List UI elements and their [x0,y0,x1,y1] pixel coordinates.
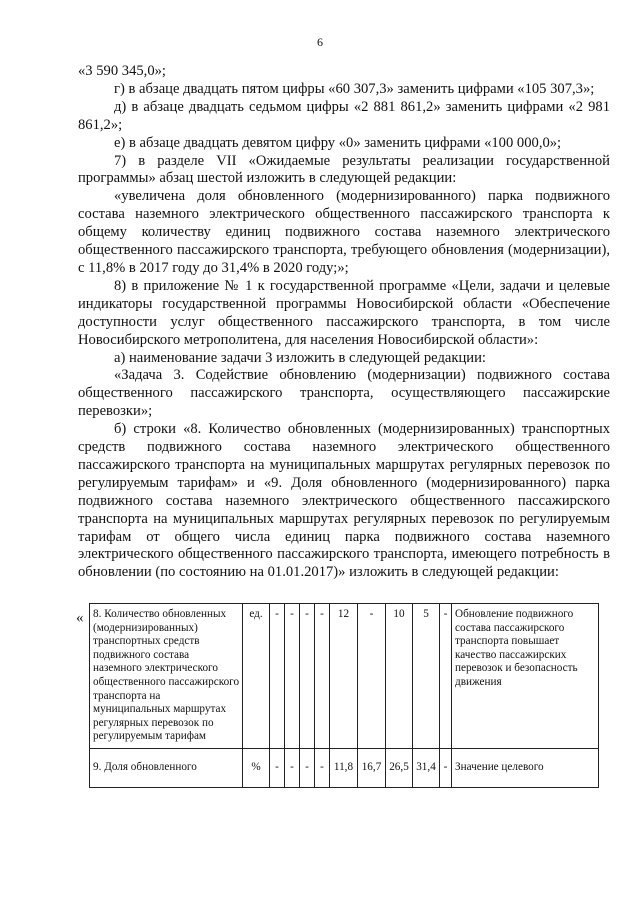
opening-quote: « [76,610,84,626]
value-cell: - [315,748,330,787]
paragraph: «Задача 3. Содействие обновлению (модернизации) подвижного состава общественного пассажирского транспорта, осуществляющего пассажирские перевозки»; [78,367,610,420]
value-cell: 26,5 [386,748,413,787]
value-cell: - [285,748,300,787]
value-cell: - [270,748,285,787]
value-cell: 16,7 [358,748,386,787]
paragraph: д) в абзаце двадцать седьмом цифры «2 881 861,2» заменить цифрами «2 981 861,2»; [78,98,610,133]
paragraph: а) наименование задачи 3 изложить в следующей редакции: [114,349,486,366]
indicator-table [89,603,599,788]
paragraph: е) в абзаце двадцать девятом цифру «0» заменить цифрами «100 000,0»; [114,134,562,151]
paragraph: 7) в разделе VII «Ожидаемые результаты реализации государственной программы» абзац шестой изложить в следующей редакции: [78,152,610,187]
paragraph: г) в абзаце двадцать пятом цифры «60 307,3» заменить цифрами «105 307,3»; [114,80,595,97]
value-cell: - [440,604,452,749]
value-cell: - [285,604,300,749]
indicator-name-cell: 8. Количество обновленных (модернизированных) транспортных средств подвижного состава наземного электрического общественного пассажирского транспорта на муниципальных маршрутах регулярных перевозок по регулируемым тарифам [90,604,243,749]
unit-cell: % [243,748,270,787]
value-cell: 31,4 [413,748,440,787]
value-cell: 11,8 [330,748,358,787]
paragraph: 8) в приложение № 1 к государственной программе «Цели, задачи и целевые индикаторы государственной программы Новосибирской области «Обеспечение доступности услуг общественного пассажирского транспорта, в том числе Новосибирского метрополитена, для населения Новосибирской области»: [78,277,610,348]
document-body [78,63,610,582]
value-cell: - [300,748,315,787]
value-cell: - [270,604,285,749]
value-cell: 10 [386,604,413,749]
value-cell: 5 [413,604,440,749]
note-cell: Обновление подвижного состава пассажирского транспорта повышает качество пассажирских перевозок и безопасность движения [452,604,599,749]
value-cell: 12 [330,604,358,749]
page-number: 6 [317,35,323,49]
table-row [90,748,599,787]
unit-cell: ед. [243,604,270,749]
table-row [90,604,599,749]
value-cell: - [440,748,452,787]
value-cell: - [300,604,315,749]
paragraph: «увеличена доля обновленного (модернизированного) парка подвижного состава наземного электрического общественного пассажирского транспорта к общему количеству единиц подвижного состава наземного электрического общественного пассажирского транспорта, требующего обновления (модернизации), с 11,8% в 2017 году до 31,4% в 2020 году;»; [78,188,610,276]
note-cell: Значение целевого [452,748,599,787]
value-cell: - [315,604,330,749]
paragraph: «3 590 345,0»; [78,63,166,79]
value-cell: - [358,604,386,749]
indicator-name-cell: 9. Доля обновленного [90,748,243,787]
paragraph: б) строки «8. Количество обновленных (модернизированных) транспортных средств подвижного состава наземного электрического общественного пассажирского транспорта на муниципальных маршрутах регулярных перевозок по регулируемым тарифам» и «9. Доля обновленного (модернизированного) парка подвижного состава наземного электрического общественного пассажирского транспорта на муниципальных маршрутах регулярных перевозок по регулируемым тарифам от общего числа единиц парка подвижного состава наземного электрического общественного пассажирского транспорта, имеющего потребность в обновлении (по состоянию на 01.01.2017)» изложить в следующей редакции: [78,421,610,581]
